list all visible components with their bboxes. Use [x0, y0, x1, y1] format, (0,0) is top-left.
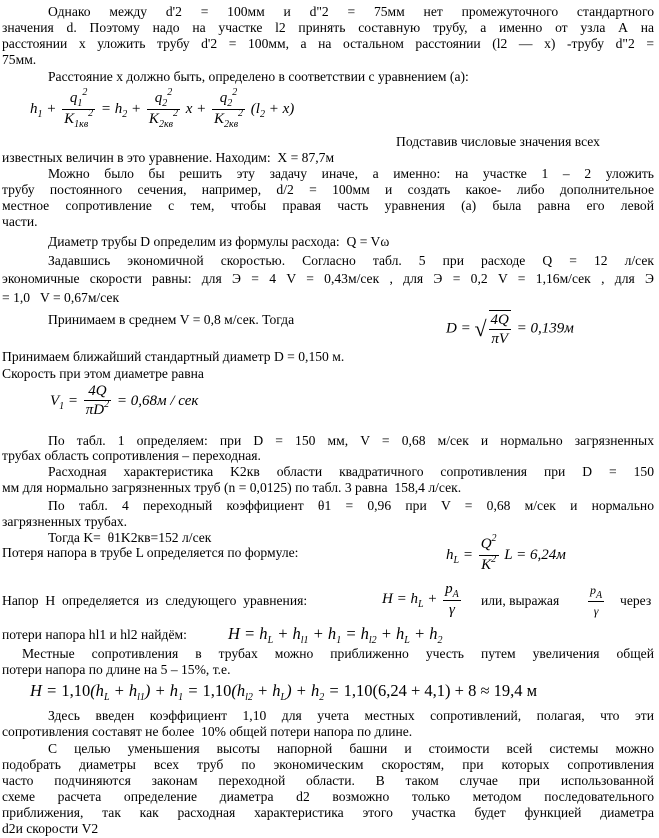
p2-line: Расстояние x должно быть, определено в соответствии с уравнением (а):: [48, 69, 469, 84]
equation-H-losses: $H = h_L + h_{l1} + h_1 = h_{l2} + h_L + h_2$: [228, 624, 443, 646]
p18-line-1: Здесь введен коэффициент 1,10 для учета местных сопротивлений, полагая, что эти: [48, 708, 654, 723]
p19-line-2: подобрать диаметры всех труб по экономическим скоростям, при которых сопротивления: [2, 757, 654, 772]
p7-line: Принимаем в среднем V = 0,8 м/сек. Тогда: [48, 312, 295, 327]
p5-line: Диаметр трубы D определим из формулы расхода: Q = Vω: [48, 234, 390, 249]
equation-head-loss: $h_L$ = $\frac{Q^2}{K^2}$ L = 6,24м: [446, 533, 566, 573]
p3-line-1: Подставив числовые значения всех: [396, 134, 600, 149]
p19-line-4: схеме расчета определение диаметра d2 возможно только методом последовательного: [2, 789, 654, 804]
p1-line-3: расстоянии x уложить трубу d'2 = 100мм, а на остальном расстоянии (l2 — x) -трубу d"2 =: [2, 36, 654, 51]
p19-line-1: С целью уменьшения высоты напорной башни и стоимости всей системы можно: [48, 741, 654, 756]
p14-line: Потеря напора в трубе L определяется по формуле:: [2, 545, 299, 560]
p4-line-3: местное сопротивление с тем, чтобы правая часть уравнения (а) была равна его левой: [2, 198, 654, 213]
p9-line: Скорость при этом диаметре равна: [2, 366, 204, 381]
equation-velocity: $V_1$ = $\frac{4Q}{\pi D^2}$ = 0,68м / сек: [50, 383, 199, 418]
p4-line-1: Можно было бы решить эту задачу иначе, а именно: на участке 1 – 2 уложить: [48, 166, 654, 181]
p10-line-1: По табл. 1 определяем: при D = 150 мм, V = 0,68 м/сек и нормально загрязненных: [48, 433, 654, 448]
p10-line-2: трубах область сопротивления – переходная.: [2, 448, 261, 463]
equation-a: $h_1$ + $\frac{q_1^2}{K_{1кв}^2}$ = $h_2$ + $\frac{q_2^2}{K_{2кв}^2}$ x + $\frac{q_2^2}{K_{2кв}^2}$ $(l_2 + x)$: [30, 87, 295, 130]
p19-line-5: приближения, так как расходная характеристика этого участка будет функцией диаметра: [2, 805, 654, 820]
fraction-pA-gamma: $\frac{p_A}{\gamma}$: [590, 583, 603, 618]
p6-line-1: Задавшись экономичной скоростью. Согласно табл. 5 при расходе Q = 12 л/сек: [48, 253, 654, 268]
p6-line-3: = 1,0 V = 0,67м/сек: [2, 290, 120, 305]
p8-line: Принимаем ближайший стандартный диаметр D = 0,150 м.: [2, 349, 345, 364]
p16-line: потери напора hl1 и hl2 найдём:: [2, 627, 187, 642]
p1-line-1: Однако между d'2 = 100мм и d"2 = 75мм нет промежуточного стандартного: [48, 4, 654, 19]
p19-line-3: часто подчиняются законам переходной области. В таком случае при использованной: [2, 773, 654, 788]
p18-line-2: сопротивления составят не более 10% общей потери напора по длине.: [2, 724, 413, 739]
p17-line-2: потери напора по длине на 5 – 15%, т.е.: [2, 662, 231, 677]
p3-line-2: известных величин в это уравнение. Находим: X = 87,7м: [2, 150, 335, 165]
p15-line-b: или, выражая: [481, 593, 560, 608]
p15-line-a: Напор Н определяется из следующего уравнения:: [2, 593, 308, 608]
p13-line: Тогда K= θ1K2кв=152 л/сек: [48, 530, 212, 545]
p11-line-1: Расходная характеристика K2кв области квадратичного сопротивления при D = 150: [48, 464, 654, 479]
equation-diameter: D = √ $\frac{4Q}{\pi V}$ = 0,139м: [446, 312, 574, 347]
p1-line-4: 75мм.: [2, 52, 37, 67]
p12-line-2: загрязненных трубах.: [2, 514, 128, 529]
equation-pressure-head: $H = h_L$ + $\frac{p_A}{\gamma}$: [382, 581, 459, 618]
p15-line-c: через: [620, 593, 652, 608]
p12-line-1: По табл. 4 переходный коэффициент θ1 = 0,96 при V = 0,68 м/сек и нормально: [48, 498, 654, 513]
p4-line-2: трубу постоянного сечения, например, d/2 = 100мм и создать какое- либо дополнительное: [2, 182, 654, 197]
p1-line-2: значения d. Поэтому надо на участке l2 принять составную трубу, а именно от узла А на: [2, 20, 654, 35]
p19-line-6: d2и скорости V2: [2, 821, 99, 836]
p11-line-2: мм для нормально загрязненных труб (n = 0,0125) по табл. 3 равна 158,4 л/сек.: [2, 480, 462, 495]
equation-H-total: $H = 1,10(h_L + h_{l1}) + h_1 = 1,10(h_{l2} + h_L) + h_2 = 1,10(6,24 + 4,1) + 8 \approx 19,4$ м: [30, 681, 538, 703]
p17-line-1: Местные сопротивления в трубах можно приближенно учесть путем увеличения общей: [22, 646, 654, 661]
p4-line-4: части.: [2, 214, 38, 229]
p6-line-2: экономичные скорости равны: для Э = 4 V = 0,43м/сек , для Э = 0,2 V = 1,16м/сек , для Э: [2, 271, 654, 286]
